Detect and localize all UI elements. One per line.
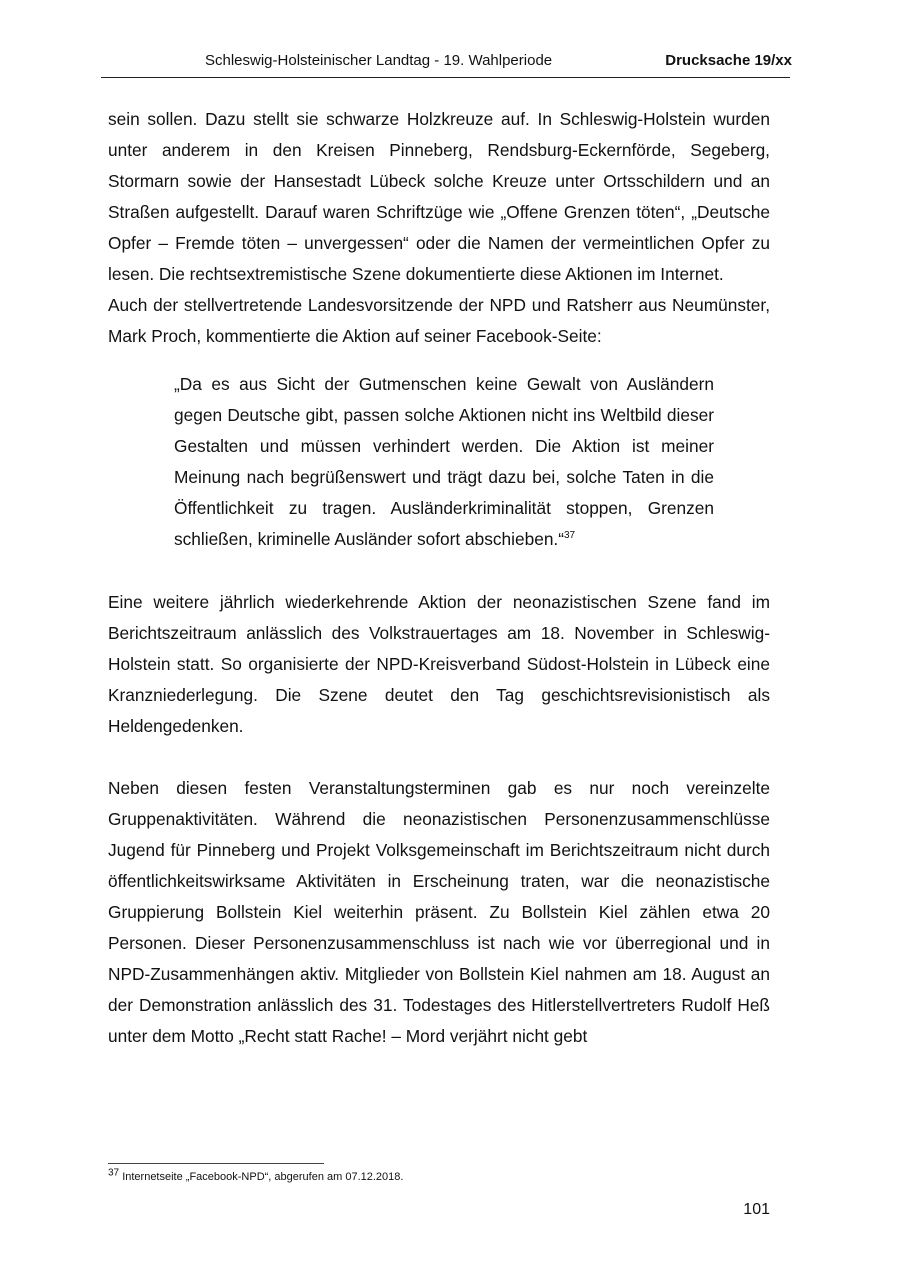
main-text — [108, 104, 770, 1052]
footnote-divider — [108, 1163, 324, 1164]
footnote — [108, 1167, 404, 1183]
paragraph-3: Eine weitere jährlich wiederkehrende Aktion der neonazistischen Szene fand im Berichtszeitraum anlässlich des Volkstrauertages am 18. November in Schleswig-Holstein statt. So organisierte der NPD-Kreisverband Südost-Holstein in Lübeck eine Kranzniederlegung. Die Szene deutet den Tag geschichtsrevisionistisch als Heldengedenken. — [108, 592, 770, 736]
paragraph-2: Auch der stellvertretende Landesvorsitzende der NPD und Ratsherr aus Neumünster, Mark Proch, kommentierte die Aktion auf seiner Facebook-Seite: — [108, 295, 770, 346]
footnote-text: Internetseite „Facebook-NPD“, abgerufen am 07.12.2018. — [122, 1171, 404, 1183]
header-divider — [101, 77, 790, 78]
block-quote — [174, 369, 714, 555]
paragraph-1: sein sollen. Dazu stellt sie schwarze Holzkreuze auf. In Schleswig-Holstein wurden unter anderem in den Kreisen Pinneberg, Rendsburg-Eckernförde, Segeberg, Stormarn sowie der Hansestadt Lübeck solche Kreuze unter Ortsschildern und an Straßen aufgestellt. Darauf waren Schriftzüge wie „Offene Grenzen töten“, „Deutsche Opfer – Fremde töten – unvergessen“ oder die Namen der vermeintlichen Opfer zu lesen. Die rechtsextremistische Szene dokumentierte diese Aktionen im Internet. — [108, 109, 770, 284]
footnote-ref[interactable]: 37 — [563, 530, 576, 542]
header-title: Schleswig-Holsteinischer Landtag - 19. Wahlperiode — [205, 52, 553, 69]
paragraph-4: Neben diesen festen Veranstaltungsterminen gab es nur noch vereinzelte Gruppenaktivitäten. Während die neonazistischen Personenzusammenschlüsse Jugend für Pinneberg und Projekt Volksgemeinschaft im Berichtszeitraum nicht durch öffentlichkeitswirksame Aktivitäten in Erscheinung traten, war die neonazistische Gruppierung Bollstein Kiel weiterhin präsent. Zu Bollstein Kiel zählen etwa 20 Personen. Dieser Personenzusammenschluss ist nach wie vor überregional und in NPD-Zusammenhängen aktiv. Mitglieder von Bollstein Kiel nahmen am 18. August an der Demonstration anlässlich des 31. Todestages des Hitlerstellvertreters Rudolf Heß unter dem Motto „Recht statt Rache! – Mord verjährt nicht gebt — [108, 778, 770, 1046]
document-reference: Drucksache 19/xx — [665, 52, 792, 69]
footnote-number: 37 — [108, 1167, 120, 1179]
page-number: 101 — [743, 1201, 770, 1218]
quote-text: „Da es aus Sicht der Gutmenschen keine Gewalt von Ausländern gegen Deutsche gibt, passen solche Aktionen nicht ins Weltbild dieser Gestalten und müssen verhindert werden. Die Aktion ist meiner Meinung nach begrüßenswert und trägt dazu bei, solche Taten in die Öffentlichkeit zu tragen. Ausländerkriminalität stoppen, Grenzen schließen, kriminelle Ausländer sofort abschieben.“ — [174, 374, 714, 549]
